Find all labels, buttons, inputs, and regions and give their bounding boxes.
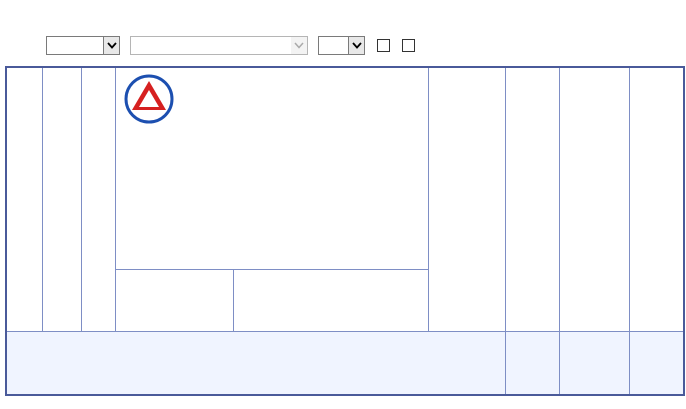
filter-bar — [42, 34, 415, 56]
header-weighing — [429, 67, 506, 331]
checkbox-1[interactable] — [377, 39, 390, 52]
total-average — [629, 331, 684, 395]
header-nofish — [506, 67, 560, 331]
tip-clasament-select[interactable] — [130, 36, 308, 55]
chevron-down-icon — [348, 37, 364, 54]
header-team — [234, 269, 429, 331]
total-weight — [560, 331, 630, 395]
total-label — [6, 331, 506, 395]
clasament-select[interactable] — [46, 36, 120, 55]
header-total — [560, 67, 630, 331]
club-logo-icon — [124, 74, 174, 124]
header-average — [629, 67, 684, 331]
ranking-table — [5, 66, 685, 396]
chevron-down-icon — [291, 37, 307, 54]
ranking-banner — [116, 67, 429, 269]
header-ring — [81, 67, 115, 331]
checkbox-2[interactable] — [402, 39, 415, 52]
header-club — [116, 269, 234, 331]
header-rank — [6, 67, 43, 331]
total-fish — [506, 331, 560, 395]
header-points — [43, 67, 81, 331]
cantarirea-select[interactable] — [318, 36, 365, 55]
chevron-down-icon — [103, 37, 119, 54]
